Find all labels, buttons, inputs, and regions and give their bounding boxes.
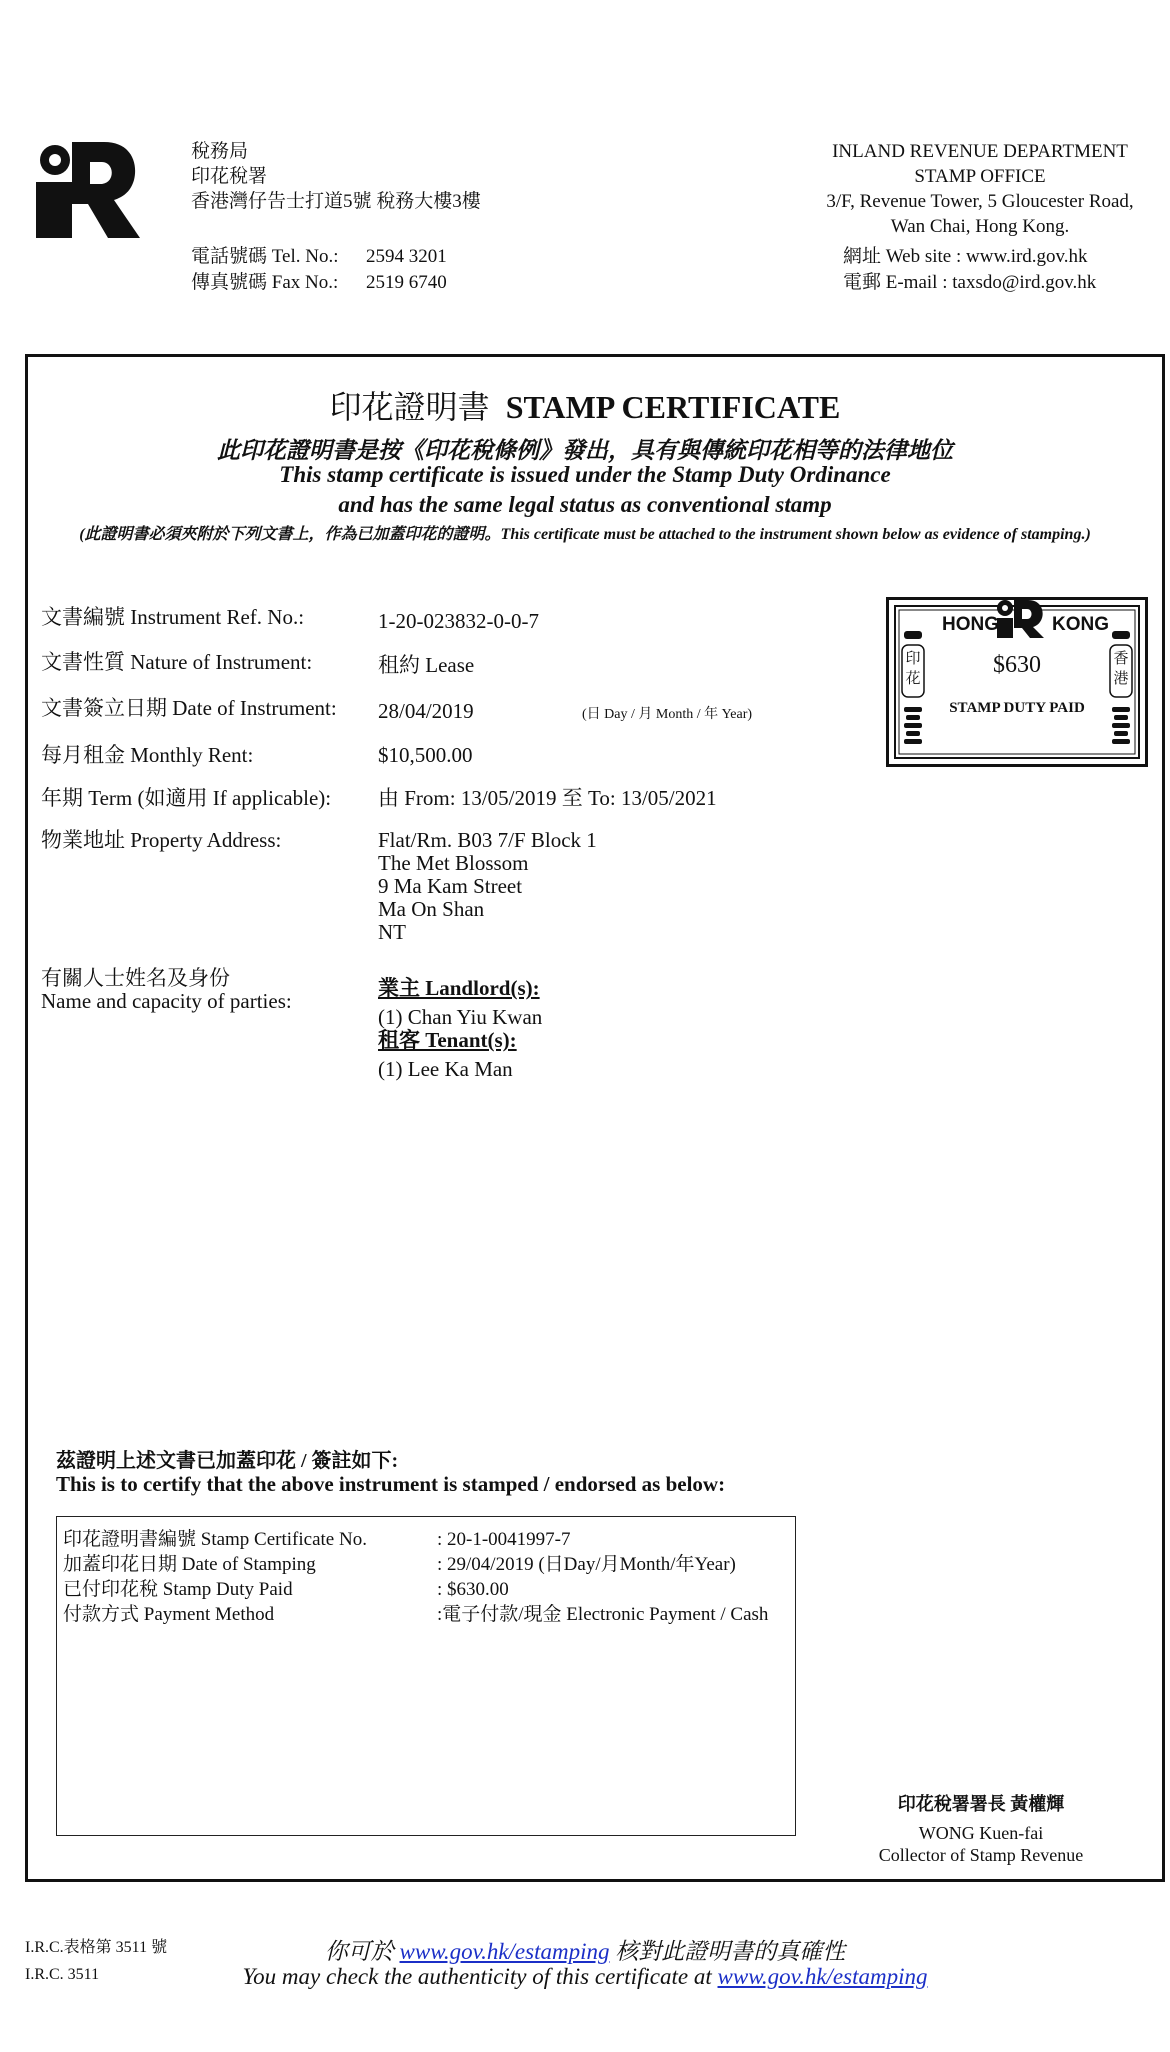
landlord-heading: 業主 Landlord(s):: [378, 976, 540, 1000]
cert-no-value: : 20-1-0041997-7: [437, 1529, 571, 1550]
certificate-title: [0, 382, 1170, 428]
verify-en-pre: You may check the authenticity of this certificate at: [242, 1964, 718, 1989]
tenant-entry: (1) Lee Ka Man: [378, 1057, 513, 1081]
dept-zh: 稅務局: [191, 141, 249, 162]
term-value: 由 From: 13/05/2019 至 To: 13/05/2021: [378, 786, 717, 810]
verify-message-zh: [0, 1933, 1170, 1966]
parties-label-zh: 有關人士姓名及身份: [41, 966, 230, 990]
duty-paid-label: 已付印花稅 Stamp Duty Paid: [63, 1579, 293, 1600]
website: 網址 Web site : www.ird.gov.hk: [843, 246, 1088, 267]
estamping-link[interactable]: www.gov.hk/estamping: [399, 1939, 610, 1964]
form-number-en: I.R.C. 3511: [25, 1966, 100, 1983]
collector-title: Collector of Stamp Revenue: [878, 1845, 1084, 1865]
certify-zh: 茲證明上述文書已加蓋印花 / 簽註如下:: [56, 1450, 399, 1472]
verify-zh-post: 核對此證明書的真確性: [609, 1939, 846, 1964]
nature-label: 文書性質 Nature of Instrument:: [41, 650, 313, 674]
office-en: STAMP OFFICE: [914, 166, 1046, 187]
address-en-2: Wan Chai, Hong Kong.: [890, 216, 1070, 237]
rent-label: 每月租金 Monthly Rent:: [41, 743, 254, 767]
term-label: 年期 Term (如適用 If applicable):: [41, 786, 332, 810]
dept-en: INLAND REVENUE DEPARTMENT: [832, 141, 1128, 162]
title-zh: 印花證明書: [329, 389, 490, 425]
stamp-duty-paid-seal: [886, 597, 1148, 767]
property-address: [378, 829, 597, 944]
date-label: 文書簽立日期 Date of Instrument:: [41, 696, 337, 720]
address-line: NT: [378, 920, 406, 944]
address-line: Ma On Shan: [378, 897, 485, 921]
address-en-1: 3/F, Revenue Tower, 5 Gloucester Road,: [826, 191, 1134, 212]
tenant-heading: 租客 Tenant(s):: [378, 1028, 517, 1052]
email: 電郵 E-mail : taxsdo@ird.gov.hk: [843, 272, 1097, 293]
header-left: [191, 139, 481, 214]
stamp-hong: HONG: [942, 614, 999, 635]
verify-zh-pre: 你可於: [324, 1939, 400, 1964]
legal-status-en-2: and has the same legal status as conventional stamp: [338, 492, 832, 517]
stamp-kong: KONG: [1052, 614, 1109, 635]
form-number-zh: I.R.C.表格第 3511 號: [25, 1939, 168, 1956]
header-right: [800, 139, 1160, 239]
collector-name: WONG Kuen-fai: [918, 1823, 1044, 1843]
landlord-entry: (1) Chan Yiu Kwan: [378, 1005, 543, 1029]
stamp-side-right: 香港: [1113, 651, 1129, 687]
date-value: 28/04/2019: [378, 699, 474, 723]
address-label: 物業地址 Property Address:: [41, 828, 282, 852]
stamp-amount: $630: [993, 652, 1041, 678]
ref-label: 文書編號 Instrument Ref. No.:: [41, 605, 305, 629]
parties-label-en: Name and capacity of parties:: [41, 989, 292, 1013]
legal-status-en-1: This stamp certificate is issued under the Stamp Duty Ordinance: [279, 462, 891, 487]
ref-value: 1-20-023832-0-0-7: [378, 609, 539, 633]
nature-value: 租約 Lease: [378, 653, 475, 677]
payment-method-value: :電子付款/現金 Electronic Payment / Cash: [437, 1604, 769, 1625]
tel-line: [191, 244, 339, 269]
address-zh: 香港灣仔告士打道5號 稅務大樓3樓: [191, 191, 481, 212]
attachment-note: (此證明書必須夾附於下列文書上，作為已加蓋印花的證明。This certificate must be attached to the instrument shown below as evidence of stamping.): [79, 526, 1091, 543]
stamp-caption: STAMP DUTY PAID: [949, 700, 1085, 716]
signature-zh: 印花稅署署長 黃權輝: [897, 1794, 1065, 1814]
legal-status-zh: 此印花證明書是按《印花稅條例》發出，具有與傳統印花相等的法律地位: [217, 438, 953, 463]
parties-label: [41, 967, 292, 1013]
estamping-link[interactable]: www.gov.hk/estamping: [717, 1964, 928, 1989]
payment-method-label: 付款方式 Payment Method: [63, 1604, 275, 1625]
cert-no-label: 印花證明書編號 Stamp Certificate No.: [63, 1529, 367, 1550]
stamp-side-left: 印花: [905, 651, 921, 687]
parties-list: [378, 977, 542, 1081]
address-line: Flat/Rm. B03 7/F Block 1: [378, 828, 597, 852]
office-zh: 印花稅署: [191, 166, 268, 187]
title-en: STAMP CERTIFICATE: [505, 389, 841, 425]
tel-label: 電話號碼 Tel. No.:: [191, 246, 339, 267]
address-line: 9 Ma Kam Street: [378, 874, 523, 898]
certify-en: This is to certify that the above instrument is stamped / endorsed as below:: [56, 1472, 726, 1496]
stamping-date-value: : 29/04/2019 (日Day/月Month/年Year): [437, 1554, 736, 1575]
fax-value: 2519 6740: [366, 272, 447, 293]
duty-paid-value: : $630.00: [437, 1579, 509, 1600]
date-format-hint: (日 Day / 月 Month / 年 Year): [582, 707, 753, 722]
ird-logo: [34, 138, 142, 240]
rent-value: $10,500.00: [378, 743, 473, 767]
tel-value: 2594 3201: [366, 246, 447, 267]
verify-message-en: [0, 1964, 1170, 1990]
stamping-date-label: 加蓋印花日期 Date of Stamping: [63, 1554, 316, 1575]
address-line: The Met Blossom: [378, 851, 529, 875]
fax-label: 傳真號碼 Fax No.:: [191, 272, 339, 293]
